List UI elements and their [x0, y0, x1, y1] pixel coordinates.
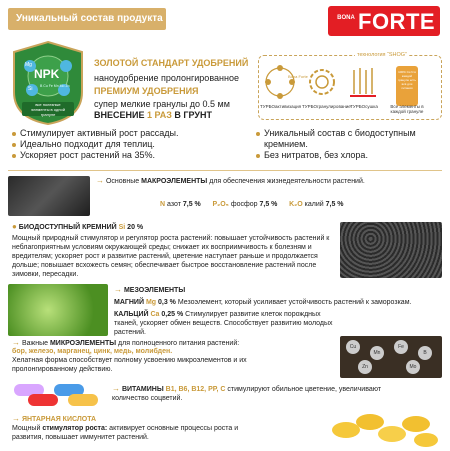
vitamins-title: ВИТАМИНЫ — [121, 386, 164, 393]
bullet-right-1: Уникальный состав с биодоступным кремнием. — [256, 128, 446, 150]
meso-mg-val: 0,3 % — [158, 299, 176, 306]
amber-text-b: стимулятор роста: — [42, 425, 108, 432]
tech-bona-center: Bona Forte — [288, 74, 308, 79]
badge-npk-text: NPK — [34, 67, 60, 81]
tech-caption-2: ТУРБОгранулирование — [302, 104, 351, 109]
meso-heading: → МЕЗОЭЛЕМЕНТЫ — [114, 285, 186, 294]
logo-small-text: BONA — [337, 15, 355, 21]
micro-ball-2: Mn — [370, 346, 384, 360]
macro-tail: для обеспечения жизнедеятельности растений. — [209, 178, 365, 185]
badge-micro-text: B Cu Fe Mn Mo Zn — [40, 84, 70, 88]
silicon-sym: Si — [118, 224, 126, 231]
intro-title: ЗОЛОТОЙ СТАНДАРТ УДОБРЕНИЙ — [94, 58, 249, 68]
micro-ball-6: Mo — [406, 360, 420, 374]
micro-text: Хелатная форма способствует полному усвоению микроэлементов и их пролонгированному действию. — [12, 357, 247, 373]
intro-line-2: ПРЕМИУМ УДОБРЕНИЯ — [94, 86, 199, 96]
amber-text — [12, 424, 242, 442]
badge-element-mg: Mg — [25, 62, 32, 68]
amber-heading: → ЯНТАРНАЯ КИСЛОТА — [12, 414, 97, 423]
macro-p-sym: P₂O₅ — [212, 201, 229, 208]
meso-title: МЕЗОЭЛЕМЕНТЫ — [123, 287, 186, 294]
tech-label: технология “SHOG” — [357, 52, 407, 58]
bullets-right — [256, 128, 446, 161]
intro-line-3: супер мелкие гранулы до 0.5 мм — [94, 99, 230, 109]
silicon-photo — [340, 222, 442, 278]
vitamin-capsules — [10, 380, 106, 410]
logo-big-text: FORTE — [358, 9, 436, 34]
meso-mg-label: МАГНИЙ — [114, 299, 144, 306]
tech-pack — [396, 66, 418, 106]
plant-photo — [8, 284, 108, 336]
micro-ball-1: Cu — [346, 340, 360, 354]
meso-mg — [114, 298, 444, 307]
intro-line-4b: 1 РАЗ — [147, 110, 172, 120]
bullet-left-1: Стимулирует активный рост рассады. — [12, 128, 242, 139]
tech-caption-4: Все элементы в каждой грануле — [390, 104, 424, 114]
tech-caption-1: ТУРБОактивизация — [260, 104, 302, 109]
arrow-icon: → — [96, 176, 104, 185]
macro-n-sym: N — [160, 201, 166, 208]
bullet-left-3: Ускоряет рост растений на 35%. — [12, 150, 242, 161]
meso-ca — [114, 310, 344, 337]
section-header: Уникальный состав продукта — [8, 8, 166, 30]
macro-title: МАКРОЭЛЕМЕНТЫ — [141, 178, 208, 185]
badge-element-si: Si — [28, 86, 33, 92]
amber-text-a: Мощный — [12, 425, 41, 432]
intro-line-4c: В ГРУНТ — [174, 110, 212, 120]
tech-pack-text: 100% Си N в каждой грануле есть всё для питания — [398, 70, 416, 90]
meso-mg-text: Мезоэлемент, который усиливает устойчивость растений к заморозкам. — [177, 299, 412, 306]
meso-ca-text: Стимулирует развитие клеток порождных тканей, ускоряет обмен веществ. Способствует развитию молодых растений. — [114, 311, 333, 336]
brand-logo — [328, 6, 440, 36]
micro-ball-3: Fe — [394, 340, 408, 354]
micro-heading: → Важные МИКРОЭЛЕМЕНТЫ для полноценного питания растений: — [12, 338, 240, 347]
vitamins-heading: → ВИТАМИНЫ B1, B6, B12, PP, C стимулируют обильное цветение, увеличивают количество соцветий. — [112, 384, 382, 402]
macro-n-val: 7,5 % — [182, 201, 201, 208]
macro-lead: Основные — [105, 178, 140, 185]
bullet-right-2: Без нитратов, без хлора. — [256, 150, 446, 161]
npk-badge — [10, 40, 86, 126]
intro-line-1: наноудобрение пролонгированное — [94, 73, 239, 83]
meso-mg-sym: Mg — [145, 299, 157, 306]
macro-p-text: фосфор — [230, 201, 258, 208]
micro-tail: для полноценного питания растений: — [118, 340, 240, 347]
macro-heading — [96, 176, 442, 186]
intro-line-4a: ВНЕСЕНИЕ — [94, 110, 145, 120]
divider — [8, 170, 442, 171]
meso-ca-label: КАЛЬЦИЙ — [114, 311, 149, 318]
macro-k-val: 7,5 % — [325, 201, 344, 208]
amber-text-c: активирует основные процессы роста и развития, повышает иммунитет растений. — [12, 425, 239, 441]
micro-title: МИКРОЭЛЕМЕНТЫ — [49, 340, 117, 347]
macro-values — [160, 200, 440, 209]
silicon-heading: ● БИОДОСТУПНЫЙ КРЕМНИЙ Si 20 % — [12, 222, 144, 231]
silicon-title: БИОДОСТУПНЫЙ КРЕМНИЙ — [18, 224, 117, 231]
amber-capsules — [326, 404, 442, 448]
granules-photo — [8, 176, 90, 216]
bullet-left-2: Идеально подходит для теплиц. — [12, 139, 242, 150]
intro-line-4 — [94, 110, 212, 120]
macro-n-text: азот — [167, 201, 181, 208]
macro-p-val: 7,5 % — [259, 201, 278, 208]
micro-lead: Важные — [21, 340, 48, 347]
bullets-left — [12, 128, 242, 161]
macro-k-sym: K₂O — [289, 201, 303, 208]
meso-ca-val: 0,25 % — [161, 311, 184, 318]
silicon-val: 20 % — [127, 224, 144, 231]
meso-ca-sym: Ca — [150, 311, 160, 318]
micro-soil-photo — [340, 336, 442, 378]
amber-title: ЯНТАРНАЯ КИСЛОТА — [21, 416, 97, 423]
vitamins-text: стимулируют обильное цветение, увеличивают количество соцветий. — [112, 386, 382, 402]
micro-ball-4: B — [418, 346, 432, 360]
tech-icons — [262, 62, 412, 102]
tech-caption-3: ТУРБОсушка — [350, 104, 378, 109]
macro-k-text: калий — [304, 201, 324, 208]
micro-ball-5: Zn — [358, 360, 372, 374]
badge-ring-text: все полезные элементы в одной грануле — [31, 102, 65, 117]
silicon-text: Мощный природный стимулятор и регулятор роста растений: повышает устойчивость растений к неблагоприятным условиям окружающей среды; снижает их восприимчивость к болезням и вредителям; ускоряет рост и развитие растений, цветение наступает раньше и продолжается дольше; повышает всхожесть семян; обеспечивает быстрое восстановление растений после зимовки, пересадки. — [12, 235, 330, 278]
vitamins-list: B1, B6, B12, PP, C — [165, 386, 226, 393]
micro-list: бор, железо, марганец, цинк, медь, молибден. — [12, 348, 173, 355]
